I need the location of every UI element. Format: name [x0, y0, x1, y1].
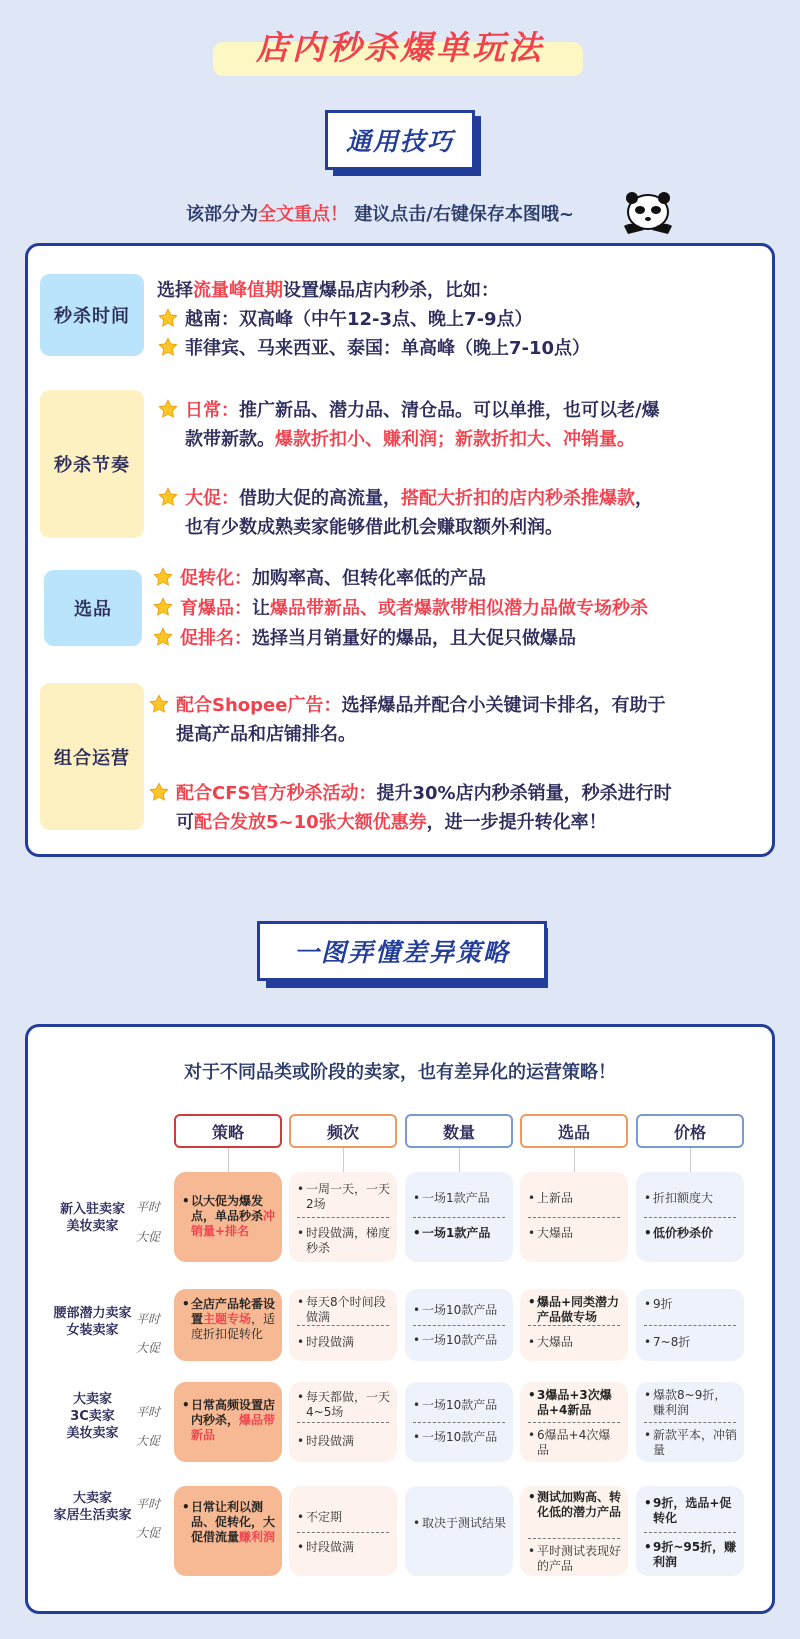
section-title-tips: 通用技巧 [325, 110, 475, 170]
label-daily: 平时 [136, 1200, 161, 1214]
text: 设置爆品店内秒杀，比如： [283, 280, 499, 301]
cell-item: • 一场10款产品 [413, 1333, 507, 1348]
selection-cell [520, 1172, 628, 1262]
text: ，适度折扣促转化 [191, 1312, 276, 1341]
star-icon [157, 487, 179, 507]
cell-item: • 一周一天，一天2场 [297, 1182, 391, 1212]
cell-item: • 测试加购高、转化低的潜力产品 [528, 1490, 622, 1520]
header-strategy: 策略 [174, 1114, 282, 1148]
text: 提升30%店内秒杀销量，秒杀进行时 [376, 783, 672, 804]
text-red: 配合CFS官方秒杀活动： [176, 783, 377, 804]
intro-pre: 该部分为 [186, 204, 259, 225]
text-red: 促排名： [180, 628, 252, 649]
text: 日常让利以测品、促转化，大促借流量 [191, 1500, 276, 1544]
label-daily: 平时 [136, 1405, 161, 1419]
tag-rhythm: 秒杀节奏 [40, 390, 144, 538]
cell-item: • 7~8折 [644, 1335, 738, 1350]
cell-item: • 新款平本，冲销量 [644, 1428, 738, 1458]
cell-item: • 折扣额度大 [644, 1191, 738, 1206]
cell-item: • 取决于测试结果 [413, 1516, 507, 1531]
divider [528, 1422, 620, 1423]
header-selection: 选品 [520, 1114, 628, 1148]
text: 款带新款。 [185, 429, 275, 450]
text: 全店产品轮番设置 [191, 1297, 276, 1326]
selection-line-2 [152, 594, 648, 623]
divider [528, 1538, 620, 1539]
price-cell [636, 1486, 744, 1576]
text: 选择当月销量好的爆品，且大促只做爆品 [252, 628, 576, 649]
cell-item: • 时段做满 [297, 1335, 391, 1350]
frequency-cell [289, 1382, 397, 1462]
text: ， [635, 488, 653, 509]
price-cell [636, 1172, 744, 1262]
strategy-text [182, 1500, 276, 1545]
rhythm-promo-1 [157, 484, 653, 513]
label-promo: 大促 [136, 1526, 161, 1540]
text: 加购率高、但转化率低的产品 [252, 568, 486, 589]
star-icon [148, 782, 170, 802]
text: 以大促为爆发点，单品秒杀 [191, 1194, 264, 1223]
star-icon [152, 597, 174, 617]
connector [690, 1148, 691, 1172]
seller-line: 腰部潜力卖家 [53, 1306, 132, 1321]
seller-line: 新入驻卖家 [59, 1202, 125, 1217]
selection-line-3 [152, 624, 576, 653]
star-icon [152, 627, 174, 647]
cell-item: • 每天8个时间段做满 [297, 1295, 391, 1325]
cell-item: • 9折，选品+促转化 [644, 1496, 738, 1526]
cell-item: • 大爆品 [528, 1226, 622, 1241]
text-red: 流量峰值期 [193, 280, 283, 301]
cell-item: • 一场1款产品 [413, 1191, 507, 1206]
section-title-strategy: 一图弄懂差异策略 [257, 921, 547, 981]
connector [228, 1148, 229, 1172]
combo-line-2: 提高产品和店铺排名。 [176, 724, 356, 745]
cell-item: • 时段做满 [297, 1434, 391, 1449]
divider [644, 1422, 736, 1423]
text-red: 爆款折扣小、赚利润；新款折扣大、冲销量。 [275, 429, 635, 450]
panda-meme-icon [620, 190, 676, 236]
text-red: 大促： [185, 488, 239, 509]
text: 让 [252, 598, 270, 619]
text: 可 [176, 812, 194, 833]
star-icon [152, 567, 174, 587]
label-promo: 大促 [136, 1230, 161, 1244]
label-promo: 大促 [136, 1434, 161, 1448]
divider [297, 1325, 389, 1326]
timing-line-2 [157, 305, 533, 334]
divider [413, 1325, 505, 1326]
seller-label [40, 1391, 145, 1442]
timing-line-3 [157, 334, 590, 363]
cell-item: • 爆品+同类潜力产品做专场 [528, 1295, 622, 1325]
cell-item: • 上新品 [528, 1191, 622, 1206]
text: 借助大促的高流量， [239, 488, 401, 509]
seller-label [40, 1490, 145, 1524]
combo-line-3 [148, 779, 672, 808]
label-promo: 大促 [136, 1341, 161, 1355]
strategy-subtitle: 对于不同品类或阶段的卖家，也有差异化的运营策略！ [184, 1062, 616, 1083]
star-icon [157, 399, 179, 419]
strategy-cell [174, 1289, 282, 1361]
seller-line: 家居生活卖家 [53, 1508, 132, 1523]
text-red: 配合Shopee广告： [176, 695, 342, 716]
connector [574, 1148, 575, 1172]
rhythm-promo-2: 也有少数成熟卖家能够借此机会赚取额外利润。 [185, 517, 563, 538]
selection-cell [520, 1486, 628, 1576]
tag-combo: 组合运营 [40, 683, 144, 830]
intro-text [0, 200, 800, 226]
cell-item: • 时段做满，梯度秒杀 [297, 1226, 391, 1256]
cell-item: • 平时测试表现好的产品 [528, 1544, 622, 1574]
cell-item: • 9折 [644, 1297, 738, 1312]
text-red: 配合发放5~10张大额优惠券 [194, 812, 427, 833]
text-red: 育爆品： [180, 598, 252, 619]
text-red: 爆品带新品、或者爆款带相似潜力品做专场秒杀 [270, 598, 648, 619]
text-red: 主题专场 [203, 1312, 252, 1326]
cell-item: • 每天都做，一天4~5场 [297, 1390, 391, 1420]
text-red: 赚利润 [239, 1530, 276, 1544]
combo-line-4 [176, 808, 607, 837]
header-quantity: 数量 [405, 1114, 513, 1148]
quantity-cell [405, 1289, 513, 1361]
text: 选择 [157, 280, 193, 301]
label-daily: 平时 [136, 1497, 161, 1511]
text-red: 促转化： [180, 568, 252, 589]
text: ，进一步提升转化率！ [426, 812, 607, 833]
strategy-cell [174, 1172, 282, 1262]
divider [644, 1217, 736, 1218]
seller-line: 美妆卖家 [66, 1426, 119, 1441]
text: 菲律宾、马来西亚、泰国：单高峰（晚上7-10点） [185, 338, 591, 359]
cell-item: • 低价秒杀价 [644, 1226, 738, 1241]
text: 选择爆品并配合小关键词卡排名，有助于 [341, 695, 666, 716]
label-daily: 平时 [136, 1312, 161, 1326]
seller-line: 3C卖家 [70, 1409, 115, 1424]
text: 越南：双高峰（中午12-3点、晚上7-9点） [185, 309, 533, 330]
seller-label [40, 1201, 145, 1235]
price-cell [636, 1382, 744, 1462]
cell-item: • 一场10款产品 [413, 1430, 507, 1445]
text-red: 爆品带新品 [191, 1413, 276, 1442]
connector [343, 1148, 344, 1172]
combo-line-1 [148, 691, 665, 720]
divider [297, 1217, 389, 1218]
text-red: 搭配大折扣的店内秒杀推爆款 [401, 488, 635, 509]
frequency-cell [289, 1289, 397, 1361]
strategy-text [182, 1194, 276, 1239]
rhythm-daily-2 [185, 425, 635, 454]
cell-item: • 一场10款产品 [413, 1303, 507, 1318]
quantity-cell [405, 1486, 513, 1576]
star-icon [148, 694, 170, 714]
text: 日常高频设置店内秒杀， [191, 1398, 276, 1427]
header-price: 价格 [636, 1114, 744, 1148]
seller-line: 美妆卖家 [66, 1219, 119, 1234]
cell-item: • 大爆品 [528, 1335, 622, 1350]
frequency-cell [289, 1486, 397, 1576]
strategy-text [182, 1297, 276, 1342]
cell-item: • 一场1款产品 [413, 1226, 507, 1241]
quantity-cell [405, 1172, 513, 1262]
seller-line: 大卖家 [72, 1392, 112, 1407]
selection-cell [520, 1289, 628, 1361]
star-icon [157, 337, 179, 357]
seller-line: 女装卖家 [66, 1323, 119, 1338]
text-red: 日常： [185, 400, 239, 421]
cell-item: • 不定期 [297, 1510, 391, 1525]
divider [413, 1422, 505, 1423]
tag-timing: 秒杀时间 [40, 274, 144, 356]
strategy-cell [174, 1486, 282, 1576]
selection-line-1 [152, 564, 486, 593]
divider [297, 1532, 389, 1533]
text: 推广新品、潜力品、清仓品。可以单推，也可以老/爆 [239, 400, 660, 421]
divider [413, 1217, 505, 1218]
timing-line-1 [157, 276, 499, 305]
text-red: 冲销量+排名 [191, 1209, 276, 1238]
cell-item: • 3爆品+3次爆品+4新品 [528, 1388, 622, 1418]
rhythm-daily-1 [157, 396, 660, 425]
tag-selection: 选品 [44, 570, 142, 646]
seller-label [40, 1305, 145, 1339]
cell-item: • 9折~95折，赚利润 [644, 1540, 738, 1570]
price-cell [636, 1289, 744, 1361]
frequency-cell [289, 1172, 397, 1262]
divider [297, 1422, 389, 1423]
cell-item: • 爆款8~9折，赚利润 [644, 1388, 738, 1418]
divider [644, 1532, 736, 1533]
quantity-cell [405, 1382, 513, 1462]
selection-cell [520, 1382, 628, 1462]
cell-item: • 6爆品+4次爆品 [528, 1428, 622, 1458]
seller-line: 大卖家 [72, 1491, 112, 1506]
header-frequency: 频次 [289, 1114, 397, 1148]
cell-item: • 时段做满 [297, 1540, 391, 1555]
strategy-text [182, 1398, 276, 1443]
divider [644, 1325, 736, 1326]
connector [459, 1148, 460, 1172]
divider [528, 1325, 620, 1326]
star-icon [157, 308, 179, 328]
cell-item: • 一场10款产品 [413, 1398, 507, 1413]
page-title: 店内秒杀爆单玩法 [256, 28, 544, 67]
divider [528, 1217, 620, 1218]
intro-post: 建议点击/右键保存本图哦~ [354, 204, 574, 225]
strategy-cell [174, 1382, 282, 1462]
intro-highlight: 全文重点！ [258, 204, 349, 225]
